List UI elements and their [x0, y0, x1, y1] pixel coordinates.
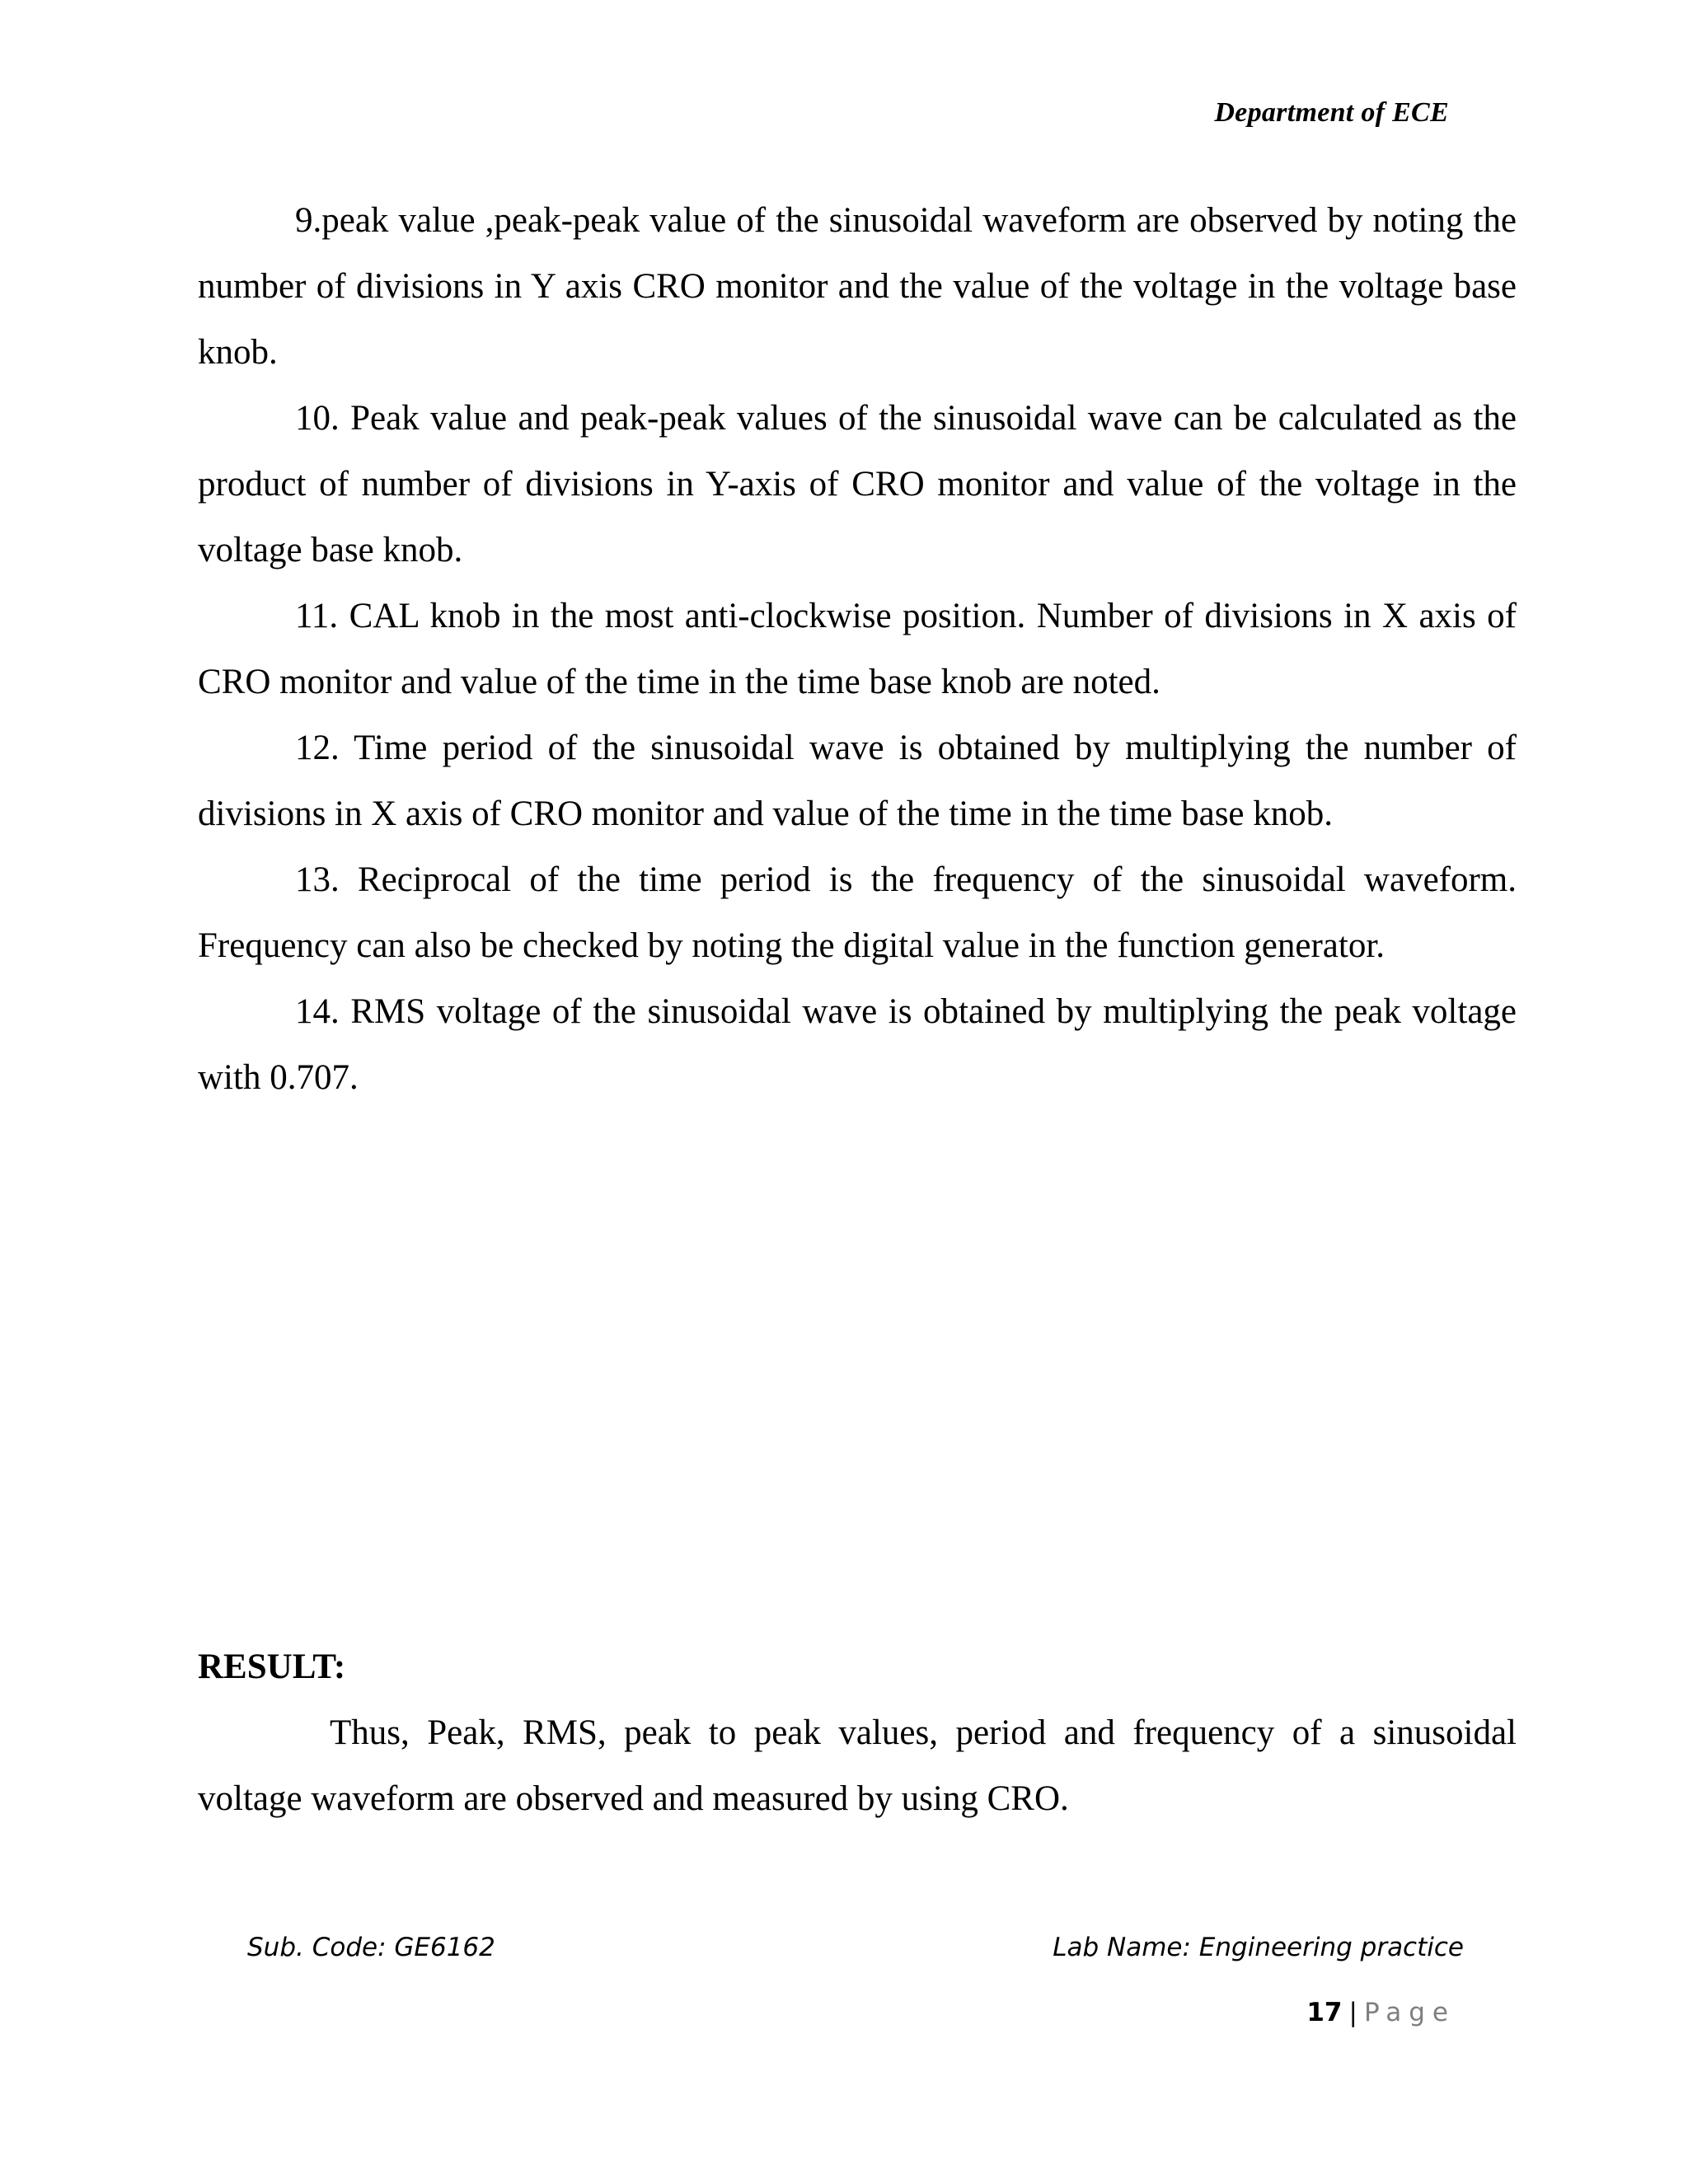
- page-number-separator: |: [1348, 1998, 1357, 2027]
- step-14: 14. RMS voltage of the sinusoidal wave is obtained by multiplying the peak voltage with 0.707.: [198, 992, 1517, 1097]
- step-11: 11. CAL knob in the most anti-clockwise position. Number of divisions in X axis of CRO monitor and value of the time in the time base knob are noted.: [198, 597, 1517, 701]
- page-word: Page: [1363, 1998, 1456, 2027]
- footer-lab-name: Lab Name: Engineering practice: [1053, 1933, 1464, 1962]
- procedure-steps: [198, 188, 1517, 1111]
- step-13: 13. Reciprocal of the time period is the frequency of the sinusoidal waveform. Frequency can also be checked by noting the digital value in the function generator.: [198, 860, 1517, 965]
- step-10: 10. Peak value and peak-peak values of the sinusoidal wave can be calculated as the product of number of divisions in Y-axis of CRO monitor and value of the voltage in the voltage base knob.: [198, 399, 1517, 569]
- result-text: Thus, Peak, RMS, peak to peak values, period and frequency of a sinusoidal voltage waveform are observed and measured by using CRO.: [198, 1713, 1517, 1818]
- step-9: 9.peak value ,peak-peak value of the sinusoidal waveform are observed by noting the number of divisions in Y axis CRO monitor and the value of the voltage in the voltage base knob.: [198, 201, 1517, 372]
- department-header: Department of ECE: [1214, 97, 1449, 128]
- result-heading: RESULT:: [198, 1647, 346, 1686]
- page-number: [1306, 1998, 1456, 2027]
- footer-sub-code: Sub. Code: GE6162: [247, 1933, 495, 1962]
- page-number-value: 17: [1306, 1998, 1343, 2027]
- step-12: 12. Time period of the sinusoidal wave is obtained by multiplying the number of divisions in X axis of CRO monitor and value of the time in the time base knob.: [198, 729, 1517, 833]
